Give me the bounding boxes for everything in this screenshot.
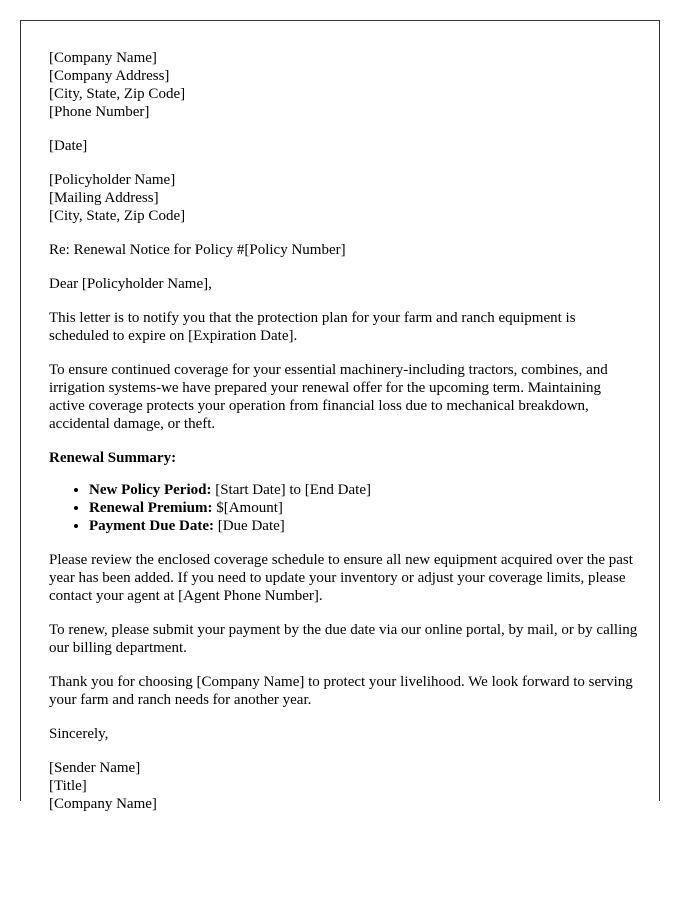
letter-content <box>49 49 639 829</box>
signature-block <box>49 759 639 813</box>
summary-item-value: [Due Date] <box>213 518 285 534</box>
summary-item-label: New Policy Period: <box>89 482 212 498</box>
renewal-summary-title: Renewal Summary: <box>49 450 177 466</box>
sender-phone: [Phone Number] <box>49 104 150 120</box>
summary-item-value: $[Amount] <box>212 500 283 516</box>
salutation: Dear [Policyholder Name], <box>49 276 212 292</box>
list-item <box>89 481 639 499</box>
list-item <box>89 517 639 535</box>
signature-company-name: [Company Name] <box>49 796 157 812</box>
summary-item-label: Payment Due Date: <box>89 518 214 534</box>
renewal-summary-list <box>49 481 639 535</box>
coverage-paragraph: To ensure continued coverage for your essential machinery-including tractors, combines, and irrigation systems-we have prepared your renewal offer for the upcoming term. Maintaining active coverage protects your operation from financial loss due to mechanical breakdown, accidental damage, or theft. <box>49 362 608 432</box>
sender-company-name: [Company Name] <box>49 50 157 66</box>
recipient-name: [Policyholder Name] <box>49 172 176 188</box>
review-paragraph: Please review the enclosed coverage schedule to ensure all new equipment acquired over the past year has been added. If you need to update your inventory or adjust your coverage limits, please contact your agent at [Agent Phone Number]. <box>49 552 633 604</box>
sender-company-address: [Company Address] <box>49 68 170 84</box>
recipient-mailing-address: [Mailing Address] <box>49 190 159 206</box>
intro-paragraph: This letter is to notify you that the protection plan for your farm and ranch equipment is scheduled to expire on [Expiration Date]. <box>49 310 576 344</box>
thanks-paragraph: Thank you for choosing [Company Name] to protect your livelihood. We look forward to serving your farm and ranch needs for another year. <box>49 674 633 708</box>
signature-title: [Title] <box>49 778 87 794</box>
summary-item-value: [Start Date] to [End Date] <box>211 482 371 498</box>
sender-city-state-zip: [City, State, Zip Code] <box>49 86 186 102</box>
summary-item-label: Renewal Premium: <box>89 500 213 516</box>
recipient-city-state-zip: [City, State, Zip Code] <box>49 208 186 224</box>
subject-line: Re: Renewal Notice for Policy #[Policy Number] <box>49 242 346 258</box>
sender-address-block <box>49 49 639 121</box>
list-item <box>89 499 639 517</box>
letter-date: [Date] <box>49 138 88 154</box>
letter-page <box>20 20 660 812</box>
recipient-address-block <box>49 171 639 225</box>
closing: Sincerely, <box>49 726 109 742</box>
signature-sender-name: [Sender Name] <box>49 760 141 776</box>
renew-paragraph: To renew, please submit your payment by the due date via our online portal, by mail, or by calling our billing department. <box>49 622 638 656</box>
